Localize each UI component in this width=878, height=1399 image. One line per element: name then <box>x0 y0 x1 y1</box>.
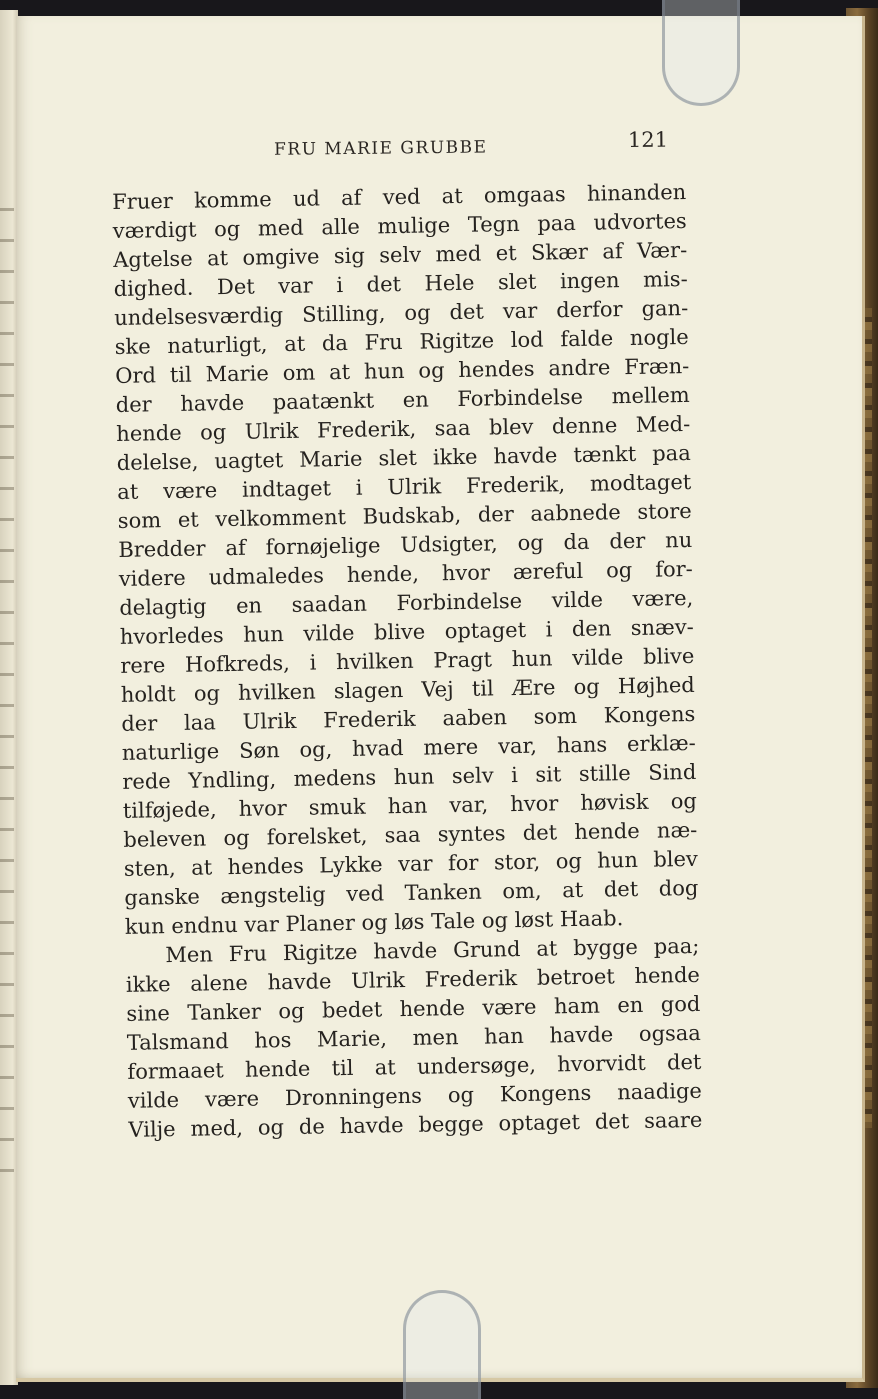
text-line: Men Fru Rigitze havde Grund at bygge paa; <box>165 933 700 968</box>
text-line: undelsesværdig Stilling, og det var derfor gan- <box>114 295 689 330</box>
text-line: værdigt og med alle mulige Tegn paa udvortes <box>112 208 687 243</box>
page-clip-bottom <box>403 1290 481 1399</box>
text-line: der laa Ulrik Frederik aaben som Kongens <box>121 701 696 736</box>
text-line: Fruer komme ud af ved at omgaas hinanden <box>112 179 687 214</box>
text-line: Ord til Marie om at hun og hendes andre Fræn- <box>115 353 690 388</box>
page-header <box>16 120 862 169</box>
text-line: beleven og forelsket, saa syntes det hende næ- <box>123 817 698 852</box>
text-line: Vilje med, og de havde begge optaget det saare <box>128 1107 703 1142</box>
text-line: holdt og hvilken slagen Vej til Ære og Højhed <box>120 672 695 707</box>
text-line: rere Hofkreds, i hvilken Pragt hun vilde blive <box>120 643 695 678</box>
running-title: FRU MARIE GRUBBE <box>273 137 488 160</box>
body-text <box>112 178 703 1145</box>
text-line: vilde være Dronningens og Kongens naadige <box>127 1078 703 1113</box>
text-line: tilføjede, hvor smuk han var, hvor høvisk og <box>122 788 697 823</box>
text-line: sine Tanker og bedet hende være ham en god <box>126 991 701 1026</box>
page-clip-top <box>662 0 740 106</box>
facing-page-text-fragments <box>0 190 14 1190</box>
book-page <box>16 16 865 1382</box>
text-line: naturlige Søn og, hvad mere var, hans erklæ- <box>121 730 696 765</box>
text-line: formaaet hende til at undersøge, hvorvidt det <box>127 1049 702 1084</box>
text-line: videre udmaledes hende, hvor æreful og for- <box>118 556 693 591</box>
text-line: som et velkomment Budskab, der aabnede store <box>117 498 692 533</box>
text-line: rede Yndling, medens hun selv i sit stille Sind <box>122 759 697 794</box>
page-number: 121 <box>627 127 669 153</box>
text-line: kun endnu var Planer og løs Tale og løst Haab. <box>124 906 624 939</box>
text-line: ikke alene havde Ulrik Frederik betroet hende <box>125 962 701 997</box>
text-line: delelse, uagtet Marie slet ikke havde tænkt paa <box>116 440 691 475</box>
text-line: Agtelse at omgive sig selv med et Skær af Vær- <box>113 237 688 272</box>
text-line: Talsmand hos Marie, men han havde ogsaa <box>126 1020 702 1055</box>
text-line: Bredder af fornøjelige Udsigter, og da der nu <box>118 527 693 562</box>
text-line: at være indtaget i Ulrik Frederik, modtaget <box>117 469 692 504</box>
text-line: der havde paatænkt en Forbindelse mellem <box>115 382 690 417</box>
text-line: delagtig en saadan Forbindelse vilde være, <box>119 585 694 620</box>
text-line: hvorledes hun vilde blive optaget i den snæv- <box>119 614 694 649</box>
text-line: dighed. Det var i det Hele slet ingen mis- <box>113 266 688 301</box>
text-line: hende og Ulrik Frederik, saa blev denne Med- <box>116 411 691 446</box>
text-line: sten, at hendes Lykke var for stor, og hun blev <box>123 846 699 881</box>
text-line: ske naturligt, at da Fru Rigitze lod falde nogle <box>114 324 689 359</box>
text-line: ganske ængstelig ved Tanken om, at det dog <box>124 875 699 910</box>
